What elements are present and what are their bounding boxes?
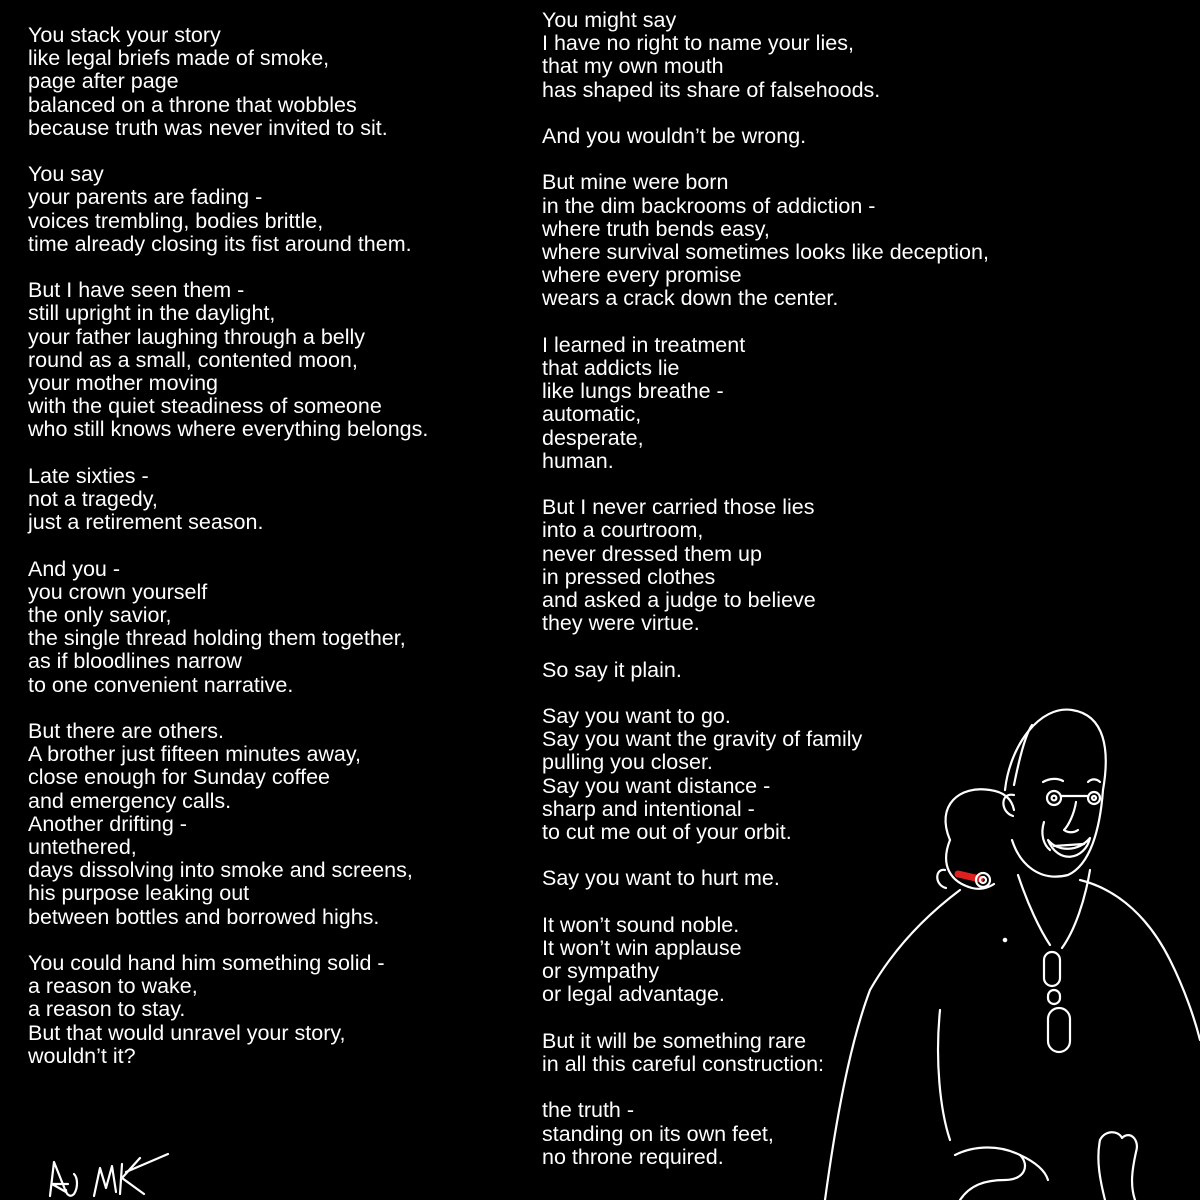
poem-line: You could hand him something solid -	[28, 951, 385, 976]
poem-line: desperate,	[542, 425, 644, 450]
poem-stanza	[28, 465, 498, 535]
poem-line: It won’t sound noble.	[542, 912, 740, 937]
poem-line: the only savior,	[28, 603, 172, 628]
poem-line: that addicts lie	[542, 356, 680, 380]
poem-line: Another drifting -	[28, 811, 187, 836]
poem-line: where truth bends easy,	[542, 216, 770, 241]
poem-line: So say it plain.	[542, 657, 682, 682]
necklace-pendant	[1048, 1008, 1070, 1052]
line-drawing-illustration	[800, 690, 1200, 1200]
right-eye-lens	[1088, 792, 1100, 804]
poem-line: like lungs breathe -	[542, 379, 724, 404]
poem-line: But it will be something rare	[542, 1028, 807, 1053]
poem-line: with the quiet steadiness of someone	[28, 394, 382, 419]
poem-line: untethered,	[28, 835, 137, 860]
poem-line: your father laughing through a belly	[28, 324, 366, 349]
poem-line: as if bloodlines narrow	[28, 649, 242, 674]
poem-line: You might say	[542, 8, 677, 32]
poem-line: where every promise	[542, 263, 742, 288]
poem-line: that my own mouth	[542, 54, 724, 79]
poem-line: pulling you closer.	[542, 750, 713, 775]
poem-line: the truth -	[542, 1098, 635, 1123]
poem-line: to cut me out of your orbit.	[542, 820, 792, 845]
poem-line: standing on its own feet,	[542, 1121, 774, 1146]
poem-line: and emergency calls.	[28, 788, 232, 813]
right-shoulder	[1080, 880, 1200, 1040]
poem-line: human.	[542, 448, 614, 473]
right-eyebrow	[1088, 779, 1100, 782]
necklace-chain	[1018, 875, 1050, 945]
poem-line: who still knows where everything belongs.	[28, 417, 429, 442]
poem-line: no throne required.	[542, 1144, 724, 1169]
poem-line: You say	[28, 162, 104, 187]
poem-stanza	[28, 163, 498, 256]
poem-line: close enough for Sunday coffee	[28, 765, 331, 790]
poem-line: And you wouldn’t be wrong.	[542, 124, 807, 148]
poem-line: just a retirement season.	[28, 510, 264, 535]
poem-line: round as a small, contented moon,	[28, 347, 358, 372]
child-ear	[937, 870, 946, 888]
poem-stanza	[542, 9, 1042, 102]
poem-line: between bottles and borrowed highs.	[28, 904, 380, 929]
poem-line: like legal briefs made of smoke,	[28, 46, 330, 71]
poem-line: in the dim backrooms of addiction -	[542, 193, 876, 218]
poem-line: But there are others.	[28, 719, 224, 744]
poem-line: has shaped its share of falsehoods.	[542, 77, 881, 102]
smile-mouth	[1048, 838, 1090, 857]
poem-line: a reason to wake,	[28, 974, 198, 999]
poem-line: they were virtue.	[542, 611, 700, 636]
poem-line: your parents are fading -	[28, 185, 263, 210]
poem-line: into a courtroom,	[542, 518, 704, 543]
poem-line: the single thread holding them together,	[28, 626, 406, 651]
poem-line: Say you want to hurt me.	[542, 866, 780, 891]
poem-left-column	[28, 24, 498, 1091]
poem-line: page after page	[28, 69, 179, 94]
poem-line: your mother moving	[28, 371, 218, 396]
right-hand	[1100, 1132, 1137, 1200]
poem-line: A brother just fifteen minutes away,	[28, 742, 362, 767]
poem-stanza	[542, 334, 1042, 473]
poem-line: in all this careful construction:	[542, 1052, 825, 1076]
poem-line: or sympathy	[542, 959, 660, 984]
poem-line: Late sixties -	[28, 463, 149, 488]
man-hair-line	[1014, 725, 1032, 785]
child-head-outline	[946, 789, 1014, 840]
poem-line: Say you want the gravity of family	[542, 727, 863, 752]
poem-line: a reason to stay.	[28, 997, 186, 1022]
poem-line: I learned in treatment	[542, 332, 746, 357]
poem-line: you crown yourself	[28, 579, 208, 604]
poem-stanza	[28, 952, 498, 1068]
poem-stanza	[542, 496, 1042, 635]
poem-line: But I have seen them -	[28, 278, 245, 303]
poem-line: or legal advantage.	[542, 982, 725, 1007]
nose	[1064, 802, 1078, 832]
poem-line: wears a crack down the center.	[542, 286, 839, 311]
poem-stanza	[542, 171, 1042, 310]
necklace-bead-1	[1044, 952, 1060, 986]
poem-line: Say you want to go.	[542, 704, 731, 728]
poem-line: But mine were born	[542, 170, 729, 195]
poem-line: still upright in the daylight,	[28, 301, 276, 326]
poem-line: where survival sometimes looks like deception,	[542, 240, 989, 264]
poem-stanza	[28, 558, 498, 697]
poem-line: But I never carried those lies	[542, 495, 815, 520]
necklace-bead-2	[1048, 990, 1060, 1004]
poem-line: not a tragedy,	[28, 487, 158, 512]
poem-line: automatic,	[542, 402, 642, 427]
poem-line: I have no right to name your lies,	[542, 31, 854, 56]
poem-line: wouldn’t it?	[28, 1043, 136, 1068]
cheek-line	[1042, 822, 1050, 850]
poem-stanza	[28, 720, 498, 929]
poem-line: and asked a judge to believe	[542, 588, 816, 613]
poem-line: his purpose leaking out	[28, 881, 250, 906]
poem-line: never dressed them up	[542, 541, 762, 566]
left-eye-lens	[1047, 791, 1061, 805]
poem-stanza	[542, 125, 1042, 148]
poem-line: days dissolving into smoke and screens,	[28, 858, 413, 883]
poem-line: time already closing its fist around them.	[28, 231, 412, 256]
left-eyebrow	[1043, 779, 1063, 782]
left-shoulder	[825, 890, 960, 1200]
poem-stanza	[542, 659, 1042, 682]
poem-line: in pressed clothes	[542, 564, 716, 589]
poem-line: balanced on a throne that wobbles	[28, 92, 357, 117]
poem-line: sharp and intentional -	[542, 796, 755, 821]
left-arm-fold	[938, 1010, 950, 1140]
poem-stanza	[28, 24, 498, 140]
signature-mark	[44, 1148, 174, 1200]
poem-line: because truth was never invited to sit.	[28, 115, 388, 140]
poem-line: You stack your story	[28, 23, 221, 47]
poem-stanza	[28, 279, 498, 441]
poem-line: voices trembling, bodies brittle,	[28, 208, 324, 233]
hand-outline	[955, 1148, 1025, 1200]
poem-line: But that would unravel your story,	[28, 1020, 346, 1045]
poem-line: Say you want distance -	[542, 773, 771, 798]
poem-line: And you -	[28, 556, 121, 581]
poem-line: It won’t win applause	[542, 936, 742, 960]
poem-line: to one convenient narrative.	[28, 672, 294, 697]
